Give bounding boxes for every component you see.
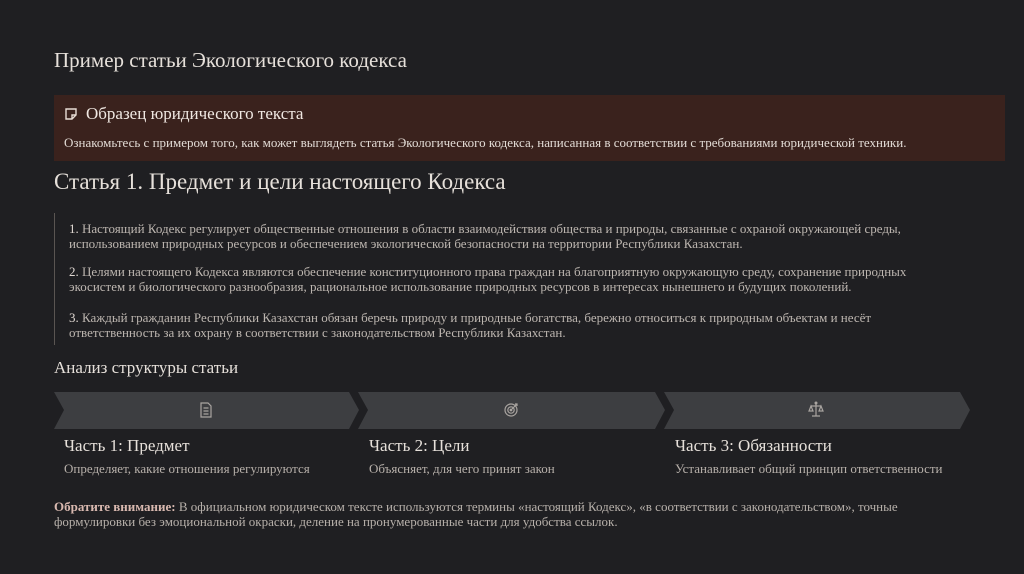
note-label: Обратите внимание: (54, 499, 176, 514)
part-2-title: Часть 2: Цели (369, 436, 470, 455)
article-title: Статья 1. Предмет и цели настоящего Кодекса (54, 169, 506, 194)
clause-number: 1. (69, 221, 79, 236)
clause-text: Целями настоящего Кодекса являются обеспечение конституционного права граждан на благоприятную окружающую среду, сохранение природных экосистем и биологического разнообразия, рациональное использование природных ресурсов в интересах нынешнего и будущих поколений. (69, 264, 907, 294)
page-title: Пример статьи Экологического кодекса (54, 48, 407, 72)
attention-note (54, 499, 954, 529)
part-2-description: Объясняет, для чего принят закон (369, 461, 555, 476)
callout-heading: Образец юридического текста (86, 104, 304, 123)
callout-text: Ознакомьтесь с примером того, как может выглядеть статья Экологического кодекса, написанная в соответствии с требованиями юридической техники. (64, 135, 907, 150)
step-chevron-3 (664, 392, 970, 429)
part-3-description: Устанавливает общий принцип ответственности (675, 461, 943, 476)
clause-text: Настоящий Кодекс регулирует общественные отношения в области взаимодействия общества и природы, связанные с охраной окружающей среды, использованием природных ресурсов и обеспечением экологической безопасности на территории Республики Казахстан. (69, 221, 901, 251)
clause-number: 3. (69, 310, 79, 325)
clause-number: 2. (69, 264, 79, 279)
part-1-description: Определяет, какие отношения регулируются (64, 461, 310, 476)
analysis-title: Анализ структуры статьи (54, 358, 239, 377)
part-3-title: Часть 3: Обязанности (675, 436, 832, 455)
clause-text: Каждый гражданин Республики Казахстан обязан беречь природу и природные богатства, бережно относиться к природным объектам и несёт ответственность за их охрану в соответствии с законодательством Республики Казахстан. (69, 310, 872, 340)
part-1-title: Часть 1: Предмет (64, 436, 190, 455)
note-text: В официальном юридическом тексте используются термины «настоящий Кодекс», «в соответствии с законодательством», точные формулировки без эмоциональной окраски, деление на пронумерованные части для удобства ссылок. (54, 499, 898, 529)
